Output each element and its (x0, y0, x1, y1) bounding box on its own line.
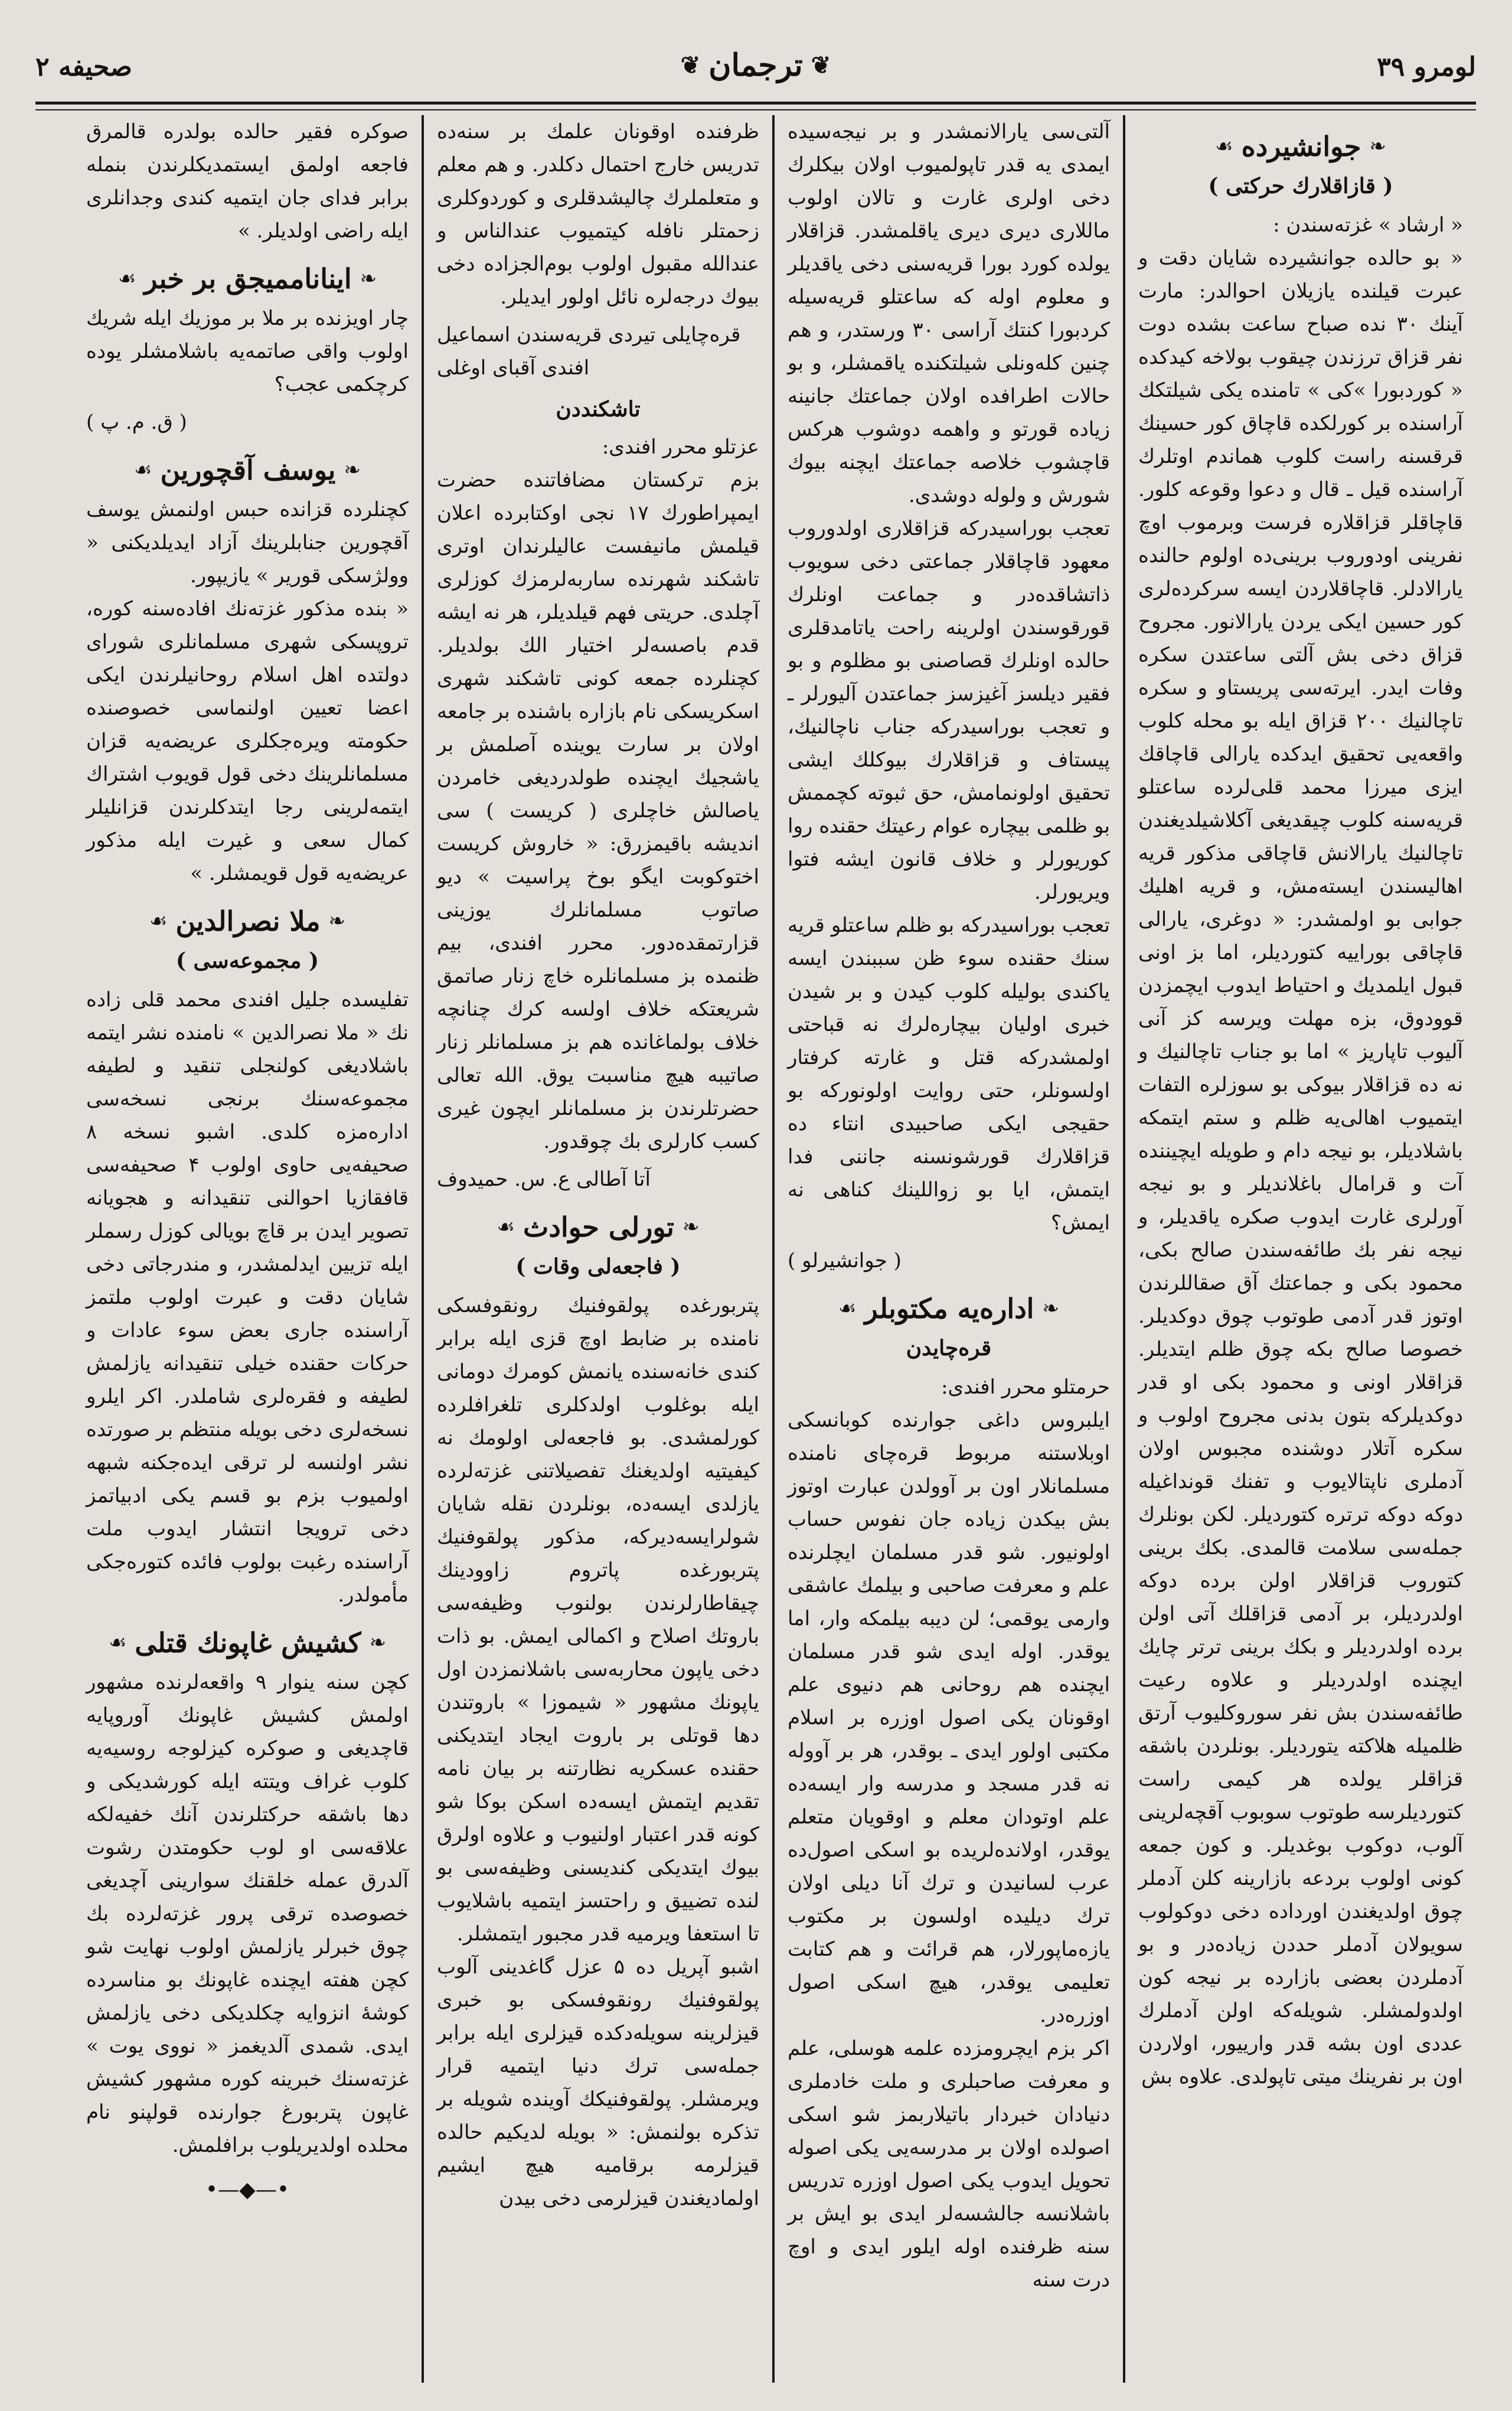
letter-body: اکر بزم ایچرومزده علمه هوسلی، علم و معرفت صاحبلری و ملت خادملری دنیادان خبردار باتیلاربمز شو اسکی اصولده اولان بر مدرسه‌یی یکی اصوله تحویل ایدوب یکی اصول اوزره تدریس باشلانسه جالشسه‌لر ایدی بو ایش بر سنه ظرفنده اوله ایلور ایدی و اوچ درت سنه (788, 2037, 1110, 2292)
ornament-icon: ☙ (117, 267, 136, 291)
heading-text: تورلی حوادث (523, 1211, 674, 1243)
article-body: « بنده مذکور غزته‌نك افاده‌سنه کوره، تروپسکی شهری مسلمانلری شورای دولتده اهل اسلام روحانیلرندن ایکی اعضا تعیین اولنماسی خصوصنده حکومته ویره‌جکلری عریضه‌یه قزان مسلمانلرینك دخی قول قویوب اشتراك ایتمه‌لرینی رجا ایتدکلرندن قزانلیلر کمال سعی و غیرت ایله مذکور عریضه‌یه قول قویمشلر. » (86, 597, 409, 885)
article-signature: ( جوانشیرلو ) (788, 1249, 902, 1273)
article-body: چار اویزنده بر ملا بر موزیك ایله شریك اولوب واقی صاتمه‌یه باشلامشلر یوده کرچکمی عجب؟ (86, 306, 409, 396)
article-heading (86, 1622, 409, 1663)
heading-text: یوسف آقچورین (160, 454, 336, 486)
ornament-icon: ☙ (134, 458, 152, 482)
article-body: تفلیسده جلیل افندی محمد قلی زاده نك « ملا نصرالدین » نامنده نشر ایتمه باشلادیغی کولنجلی تنقید و لطیفه مجموعه‌سنك برنجی نسخه‌سی اداره‌مزه کلدی. اشبو نسخه ۸ صحیفه‌یی حاوی اولوب ۴ صحیفه‌سی قافقازیا احوالنی تنقیدانه و هجویانه تصویر ایدن بر قاچ بویالی کوزل رسملر ایله تزیین ایدلمشدر، و مندرجاتی دخی شایان دقت و عبرت اولوب ملتمز آراسنده جاری بعض سوء عادات و حرکات حقنده خیلی تنقیدانه یازلمش لطیفه و فقره‌لری شاملدر. اکر ایلرو نسخه‌لری دخی بویله منتظم بر صورتده نشر اولنسه لر ترقی ایده‌جکنه شبهه اولمیوب بزم بو قسم یکی ادبیاتمز دخی ترویجا انتشار ایدوب ملت آراسنده رغبت بولوب فائده کتوره‌جکی مأمولدر. (86, 988, 409, 1607)
column-1 (1125, 115, 1476, 2383)
heading-text: ایناناممیجق بر خبر (144, 263, 352, 295)
ornament-icon: ❧ (1369, 135, 1386, 158)
ornament-icon: ❧ (328, 909, 345, 933)
letter-body: ایلبروس داغی جوارنده کوبانسکی اوبلاستنه مربوط قره‌چای نامنده مسلمانلار اون بر آوولدن عبارت اوتوز بش بیکدن زیاده جان نفوس حساب اولونیور. شو قدر مسلمان ایچلرنده علم و معرفت صاحبی و بیلمك عاشقی وارمی یوقمی؛ لن دیبه بیلمکه وار، اما یوقدر. اوله ایدی شو قدر مسلمان ایچنده هم روحانی هم دنیوی علم اوقونان یکی اصول اوزره بر اسلام مکتبی اولور ایدی ـ بوقدر، هر بر آووله نه قدر مسجد و مدرسه وار ایسه‌ده علم اوتودان معلم و اوقویان متعلم یوقدر، اولانده‌لریده بو اسکی اصول‌ده عرب لسانیدن و ترك آنا دیلی اولان ترك دیلیده اولسون بر مکتوب یازه‌ماپورلار، هم قرائت و هم کتابت تعلیمی یوقدر، هیچ اسکی اصول اوزره‌در. (788, 1408, 1110, 2027)
heading-text: جوانشیرده (1241, 130, 1361, 162)
ornament-icon: ☙ (497, 1215, 515, 1239)
column-4 (73, 115, 424, 2383)
column-2 (775, 115, 1125, 2383)
end-ornament: •—◆—• (205, 2178, 290, 2202)
issue-number: لومرو ۳۹ (1377, 52, 1476, 82)
ornament-icon: ☙ (1215, 135, 1233, 158)
article-subheading: ( قازاقلارك حركتی ) (1208, 174, 1393, 198)
ornament-icon: ❧ (360, 267, 377, 291)
section-heading (437, 1206, 759, 1248)
article-body: تعجب بوراسیدرکه بو ظلم ساعتلو قریه سنك حقنده سوء ظن سببندن ایسه یاکندی بولیله کلوب کیدن و بر شیدن خبری اولیان بیچاره‌لرك نه قباحتی اولمشدرکه قتل و غارته کرفتار اولسونلر، حتی روایت اولونورکه بو حقیجی ایکی صاحبیدی انتاء ده قزاقلارك قورشونسنه جاننی فدا ایتمش، ایا بو زواللینك کناهی نه ایمش؟ (788, 913, 1110, 1235)
article-body: « بو حالده جوانشیرده شایان دقت و عبرت قیلنده یازیلان احوالدر: مارت آینك ۳۰ نده صباح ساعت بشده دوت نفر قزاق ترزندن چیقوب بولاخه کیدکده « کوردبورا »کی » تامنده یکی شیلتکك آراسنده بر کورلکده قاچاق کور حسینك قرقسنه راست کلوب هماندم اوتلرك آراسنده قیل ـ قال و دعوا وقوعه کلور. قاچاقلر قزاقلاره فرست وبرموب اوچ نفرینی او‌دوروب برینی‌ده اولوم حالنده یارالادلر. قاچاقلاردن ایسه سرکرده‌لری کور حسین ایکی یردن یارالانور. مجروح قزاق دخی بش آلتی ساعتدن سکره وفات ایدر. ایرته‌سی پریستاو و سکره تاچالنیك ۲۰۰ قزاق ایله بو محله کلوب واقعه‌یی تحقیق ایدکده یارالی قاچاقك ایزی میرزا محمد قلی‌لرده ساعتلو قریه‌سنه کلوب چیقدیغی آکلاشیلدیغندن تاچالنیك یارالانش قاچاقی مذکور قریه اهالیسندن ایسته‌مش، و قریه اهلیك جوابی بو اولمشدر: « دوغری، یارالی قاچاقی بوراییه کتوردیلر، اما بز اونی قبول ایلمدیك و احتیاط ایدوب ایچمزدن قوودوق، بزه مهلت ویرسه کز آنی آلیوب تاپاریز » اما بو جناب تاچالنیك و نه ده قزاقلار بیوکی بو سوزلره التفات ایتمیوب اهالی‌یه ظلم و ستم ایتمکه باشلادیلر، بو نیجه دام و طویله ایچیننده آت و قرامال باغلاندیلر و بو نیجه آورلری غارت ایدوب صکره یاقدیلر، و نیجه نفر بك طائفه‌سندن صالح بکی، محمود بکی و جماعتك آق صقاللرندن اوتوز قدر آدمی طوتوب چوق دوکدیلر. خصوصا صالح بکه چوق ظلم ایتدیلر. قزاقلار اونی و محمود بکی او قدر دوکدیلرکه بتون بدنی مجروح اولوب و سکره آتلار دوشنده مجبوس اولان آدملری ناپتالایوب و تفنك قونداغیله دوکه دوکه ترتره کتوردیلر. لکن بونلرك جمله‌سی سلامت قالمدی. بکك برینی کتوروب قزاقلار اولن برده دوکه اولدردیلر، بر آدمی قزاقلك آتی اولن برده اولدردیلر و بکك برینی ترتر چایك ایچنده اولدردیلر و علاوه رعیت طائفه‌سندن بش نفر سوروکلیوب آرتق ظلمیله هلاکته یتوردیلر. بونلردن باشقه قزاقلر یولده هر کیمی راست کتوردیلرسه طوتوب سوبوب آقچه‌لرینی آلوب، دوکوب بوغدیلر. و کون جمعه کونی اولوب بردعه بازارینه کلن آدملر چوق اولدیغندن اورداده دخی دوکولوب سویولان آدملر حددن زیاده‌در و بو آدملردن بعضی بازارده بر نیجه کون اولدولمشلر. شویله‌که اولن آدملرك عددی اون بشه قدر وارییور، اولاردن اون بر نفرینك میتی تاپولدی. علاوه بش (1138, 246, 1463, 2089)
letter-origin: قره‌چایدن (906, 1336, 992, 1361)
heading-text: اداره‌یه مکتوبلر (864, 1293, 1034, 1324)
page-number: صحیفه ۲ (35, 52, 132, 82)
article-heading (86, 901, 409, 942)
section-heading (788, 1288, 1110, 1329)
article-signature: آتا آطالی ع. س. حمیدوف (437, 1167, 651, 1191)
article-signature: ( ق. م. پ ) (86, 410, 187, 434)
ornament-icon: ☙ (838, 1297, 857, 1320)
article-source: « ارشاد » غزته‌سندن : (1273, 213, 1463, 237)
ornament-icon: ❦ (680, 51, 701, 79)
ornament-icon: ❧ (369, 1631, 387, 1655)
letter-origin: تاشکنددن (556, 397, 641, 422)
article-subheading: ( فاجعه‌لی وقات ) (515, 1254, 681, 1279)
ornament-icon: ❧ (344, 458, 361, 482)
article-heading (1138, 126, 1463, 167)
article-body: صوکره فقیر حالده بولدره قالمرق فاجعه اولمق ایستمدیکلرندن بنمله برابر فدای جان ایتمیه کندی وجدانلری ایله راضی اولدیلر. » (86, 120, 409, 243)
newspaper-title (681, 47, 831, 83)
article-signature: قره‌چایلی تیردی قریه‌سندن اسماعیل افندی آقبای اوغلی (437, 323, 741, 380)
letter-greeting: عزتلو محرر افندی: (602, 435, 759, 459)
article-body: اشبو آپریل ده ۵ عزل گاغدینی آلوب پولقوفنیك رونقوفسکی بو خبری قیزلرینه سویله‌دکده قیزلری ایله برابر جمله‌سی ترك دنیا ایتمیه قرار ویرمشلر. پولقوفنیکك آوینده شویله بر تذکره بولنمش: « بویله لدیکیم حالده قیزلرمه برقامیه هیچ ایشیم اولمادیغندن قیزلرمی دخی بیدن (437, 1955, 759, 2210)
ornament-icon: ☙ (108, 1631, 127, 1655)
title-text: ترجمان (708, 47, 803, 83)
article-body: کچنلرده قزانده حبس اولنمش یوسف آقچورین جنابلرینك آزاد ایدیلدیکنی « وولژسکی قوریر » یازیپور. (86, 498, 409, 588)
article-body: کچن سنه ینوار ۹ واقعه‌لرنده مشهور اولمش کشیش غاپونك آوروپایه قاچدیغی و صوکره کیزلوجه روسیه‌یه کلوب غراف ویتته ایله کورشدیکی و دها باشقه حرکتلرندن آنك خفیه‌لکه علاقه‌سی او لوب حکومتدن رشوت آلدرق عمله خلقنك سوارینی آچدیغی خصوصده ترقی پرور غزته‌لرده بك چوق خبرلر یازلمش اولوب نهایت شو کچن هفته ایچنده غاپونك بو مناسرده کوشهٔ انزوایه چکلدیکی دخی یازلمش ایدی. شمدی آلدیغمز « نووی یوت » غزته‌سنك خبرینه کوره مشهور کشیش غاپون پتربورغ جوارنده قولپنو نام محلده اولدیریلوب برافلمش. (86, 1671, 409, 2157)
ornament-icon: ☙ (149, 909, 168, 933)
article-body: ظرفنده اوقونان علمك بر سنه‌ده تدریس خارج احتمال دکلدر. و هم معلم و متعلملرك چالیشدقلری و کوردوکلری زحمتلر نافله کیتمیوب عندالناس و عندالله مقبول اولوب بوم‌الجزاده دخی بیوك درجه‌لره نائل اولور ایدیلر. (437, 120, 759, 309)
article-subheading: ( مجموعه‌سی ) (175, 948, 319, 973)
ornament-icon: ❧ (1042, 1297, 1059, 1320)
ornament-icon: ❦ (811, 51, 831, 79)
letter-body: بزم ترکستان مضافاتنده حضرت ایمپراطورك ۱۷ نجی اوکتابرده اعلان قیلمش مانیفست عالیلرندان اوتری تاشکند شهرنده ساربه‌لرمزك کوزلری آچلدی. حریتی فهم قیلدیلر، هر نه ایشه قدم باصسه‌لر اختیار الك بولدیلر. کچنلرده جمعه کونی تاشکند شهری اسکریسکی نام بازاره باشنده بر جامعه اولان بر سارت یوینده آصلمش بر یاشجیك ایچنده طولدردیغی خامردن یاصالش خاچلری ( کریست ) سی اندیشه باقیمزرق: « خاروش کریست اختوکوبت ایگو بوخ پراسیت » دیو صاتوب مسلمانلرك یوزینی قزارتمقده‌دور. محرر افندی، بیم ظنمده بز مسلمانلره خاچ زنار صاتمق شریعتکه خلاف اولسه کرك چنانچه خلاف بولماغانده هم بز مسلمانلر زنار صاتیبه هیچ مناسبت یوق. الله تعالی حضرتلرندن بز مسلمانلر ایچون غیری کسب کارلری بك چوقدور. (437, 468, 759, 1153)
heading-text: کشیش غاپونك قتلی (135, 1627, 361, 1659)
ornament-icon: ❧ (682, 1215, 700, 1239)
article-heading (86, 258, 409, 299)
masthead-rule (35, 102, 1476, 110)
columns (35, 115, 1476, 2383)
heading-text: ملا نصرالدین (175, 905, 321, 937)
column-3 (424, 115, 775, 2383)
article-body: تعجب بوراسیدرکه قزاقلاری اولدوروب معهود قاچاقلار جماعتی دخی سویوب ذاتشاقده‌در و جماعت اونلرك قورقوسندن اولرینه راحت یاتامدقلری حالده اونلرك قصاصنی بو مظلوم و بو فقیر دیلسز آغیزسز جماعتدن آلیورلر ـ و تعجب بوراسیدرکه جناب ناچالنیك، پیستاف و قزاقلارك بیوکلك ایشی تحقیق اولونمامش، حق ثبوته کچممش بو ظلمی بیچاره عوام رعیتك حقنده روا کوریورلر و خلاف قانون ایشه فتوا ویریورلر. (788, 517, 1110, 904)
letter-greeting: حرمتلو محرر افندی: (941, 1375, 1110, 1399)
article-body: آلتی‌سی یارالانمشدر و بر نیجه‌سیده ایمدی یه قدر تاپولمیوب اولان بیکلرك دخی اولری غارت و تالان اولوب ماللاری دیری دیری یاقلمشدر. قزاقلار یولده کورد بورا قریه‌سنی دخی یاقدیلر و معلوم اوله که ساعتلو قریه‌سیله کردبورا کنتك آراسی ۳۰ ورستدر، و هم چنین کله‌ونلی شیلتکنده یاقمشلر، و بو حالات اطرافده اولان جماعتك جانینه زیاده قورتو و واهمه دوشوب هرکس قاچشوب خلاصه جماعتك ایچنه بیوك شورش و ولوله دوشدی. (788, 120, 1110, 507)
article-heading (86, 449, 409, 491)
article-body: پتربورغده پولقوفنیك رونقوفسکی نامنده بر ضابط اوچ قزی ایله برابر کندی خانه‌سنده یانمش کومرك دومانی ایله بوغلوب اولدکلری تلغرافلرده کورلمشدی. بو فاجعه‌لی اولومك نه کیفیتیه اولدیغنك تفصیلاتنی غزته‌لرده یازلدی ایسه‌ده، بونلردن نقله شایان شولرایسه‌دیرکه، مذکور پولقوفنیك پتربورغده پاتروم زاوودینك چیقاطارلرندن بولنوب وظیفه‌سی باروتك اصلاح و اکمالی ایمش. بو ذات دخی یاپون محاربه‌سی باشلانمزدن اول یاپونك مشهور « شیموزا » باروتندن دها قوتلی بر باروت ایجاد ایتدیکنی حقنده عسکریه نظارتنه بر بیان نامه تقدیم ایتمش ایسه‌ده اسکن بوکا شو کونه قدر اعتبار اولنیوب و علاوه اولرق بیوك ایتدیکی کندیسنی وظیفه‌سی بو لنده تضییق و راحتسز ایتمیه باشلایوب تا استعفا ویرمیه قدر مجبور ایتمشلر. (437, 1294, 759, 1946)
masthead (35, 41, 1476, 100)
